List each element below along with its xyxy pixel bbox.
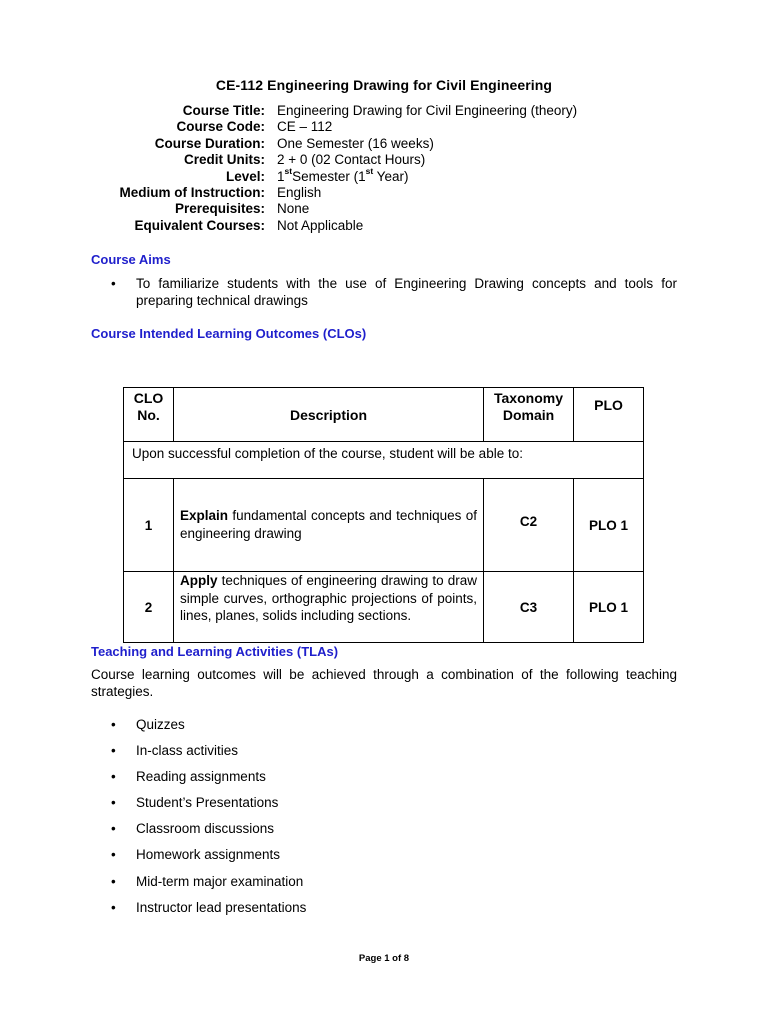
clo-taxonomy: C2	[484, 479, 574, 572]
list-item-text: Mid-term major examination	[136, 873, 304, 889]
list-item-text: In-class activities	[136, 743, 239, 759]
bullet-icon: •	[111, 873, 116, 889]
info-value-level	[277, 166, 577, 185]
list-item-text: Homework assignments	[136, 847, 281, 863]
level-year-ordinal-suffix: st	[365, 166, 374, 177]
level-ordinal-suffix: st	[284, 166, 293, 177]
info-label: Medium of Instruction:	[119, 185, 265, 201]
course-aims-list	[111, 276, 677, 309]
bullet-icon: •	[111, 795, 116, 811]
info-value: English	[277, 185, 322, 201]
list-item-text: Instructor lead presentations	[136, 899, 307, 915]
clo-description-text: techniques of engineering drawing to draw simple curves, orthographic projections of points, lines, planes, solids including sections.	[180, 573, 477, 623]
bullet-icon: •	[111, 717, 116, 732]
list-item-text: To familiarize students with the use of Engineering Drawing concepts and tools for preparing technical drawings	[136, 276, 677, 308]
list-item	[111, 768, 306, 794]
clo-number: 1	[124, 479, 174, 572]
clo-intro-text: Upon successful completion of the course, student will be able to:	[124, 442, 644, 479]
info-value: None	[277, 201, 310, 217]
info-row-course-title	[90, 103, 577, 119]
bullet-icon: •	[111, 276, 116, 291]
clo-description-text: fundamental concepts and techniques of engineering drawing	[180, 508, 477, 541]
list-item	[111, 716, 306, 742]
clo-verb: Apply	[180, 573, 218, 588]
info-label: Course Code:	[176, 119, 265, 135]
tla-list	[111, 716, 306, 925]
info-label: Equivalent Courses:	[134, 217, 265, 233]
info-row-level	[90, 169, 577, 185]
list-item-text: Student’s Presentations	[136, 795, 279, 811]
info-label: Course Duration:	[154, 135, 265, 151]
info-label: Level:	[225, 168, 265, 184]
clo-header-row	[124, 388, 644, 442]
list-item-text: Quizzes	[136, 717, 185, 732]
clo-description	[174, 572, 484, 643]
info-row-prerequisites	[90, 201, 577, 217]
info-row-credit-units	[90, 152, 577, 168]
bullet-icon: •	[111, 899, 116, 915]
list-item	[111, 873, 306, 899]
clo-heading: Course Intended Learning Outcomes (CLOs)	[91, 326, 367, 341]
tla-heading: Teaching and Learning Activities (TLAs)	[91, 644, 339, 659]
clo-taxonomy: C3	[484, 572, 574, 643]
bullet-icon: •	[111, 847, 116, 863]
info-label: Credit Units:	[184, 152, 265, 168]
table-row	[124, 479, 644, 572]
list-item	[111, 820, 306, 846]
clo-intro-row	[124, 442, 644, 479]
plo-header: PLO	[574, 388, 644, 442]
list-item	[111, 742, 306, 768]
level-semester-text: Semester (1	[292, 168, 366, 184]
course-aims-heading: Course Aims	[91, 252, 171, 267]
clo-verb: Explain	[180, 508, 229, 523]
clo-no-header: CLO No.	[124, 388, 174, 442]
level-semester-number: 1	[277, 168, 285, 184]
list-item	[111, 794, 306, 820]
bullet-icon: •	[111, 743, 116, 759]
clo-plo: PLO 1	[574, 572, 644, 643]
list-item-text: Reading assignments	[136, 769, 266, 785]
page-number: Page 1 of 8	[358, 953, 410, 964]
info-label: Course Title:	[182, 103, 265, 118]
list-item	[111, 276, 677, 309]
description-header: Description	[174, 388, 484, 442]
taxonomy-header: Taxonomy Domain	[484, 388, 574, 442]
list-item	[111, 899, 306, 925]
info-row-course-duration	[90, 136, 577, 152]
clo-description	[174, 479, 484, 572]
info-label: Prerequisites:	[174, 201, 265, 217]
info-row-course-code	[90, 119, 577, 135]
course-info-table	[90, 103, 577, 234]
info-value: One Semester (16 weeks)	[277, 135, 434, 151]
info-value: Not Applicable	[277, 217, 364, 233]
list-item-text: Classroom discussions	[136, 821, 275, 837]
info-row-equivalent-courses	[90, 218, 577, 234]
page-title: CE-112 Engineering Drawing for Civil Engineering	[215, 77, 553, 93]
info-value: 2 + 0 (02 Contact Hours)	[277, 152, 426, 168]
bullet-icon: •	[111, 821, 116, 837]
list-item	[111, 846, 306, 872]
level-year-text: Year)	[373, 168, 409, 184]
clo-table	[123, 387, 644, 643]
info-row-medium	[90, 185, 577, 201]
clo-plo: PLO 1	[574, 479, 644, 572]
bullet-icon: •	[111, 769, 116, 785]
clo-number: 2	[124, 572, 174, 643]
table-row	[124, 572, 644, 643]
info-value: CE – 112	[277, 119, 333, 135]
tla-intro: Course learning outcomes will be achieved through a combination of the following teaching strategies.	[91, 667, 677, 699]
info-value: Engineering Drawing for Civil Engineering (theory)	[277, 103, 578, 118]
